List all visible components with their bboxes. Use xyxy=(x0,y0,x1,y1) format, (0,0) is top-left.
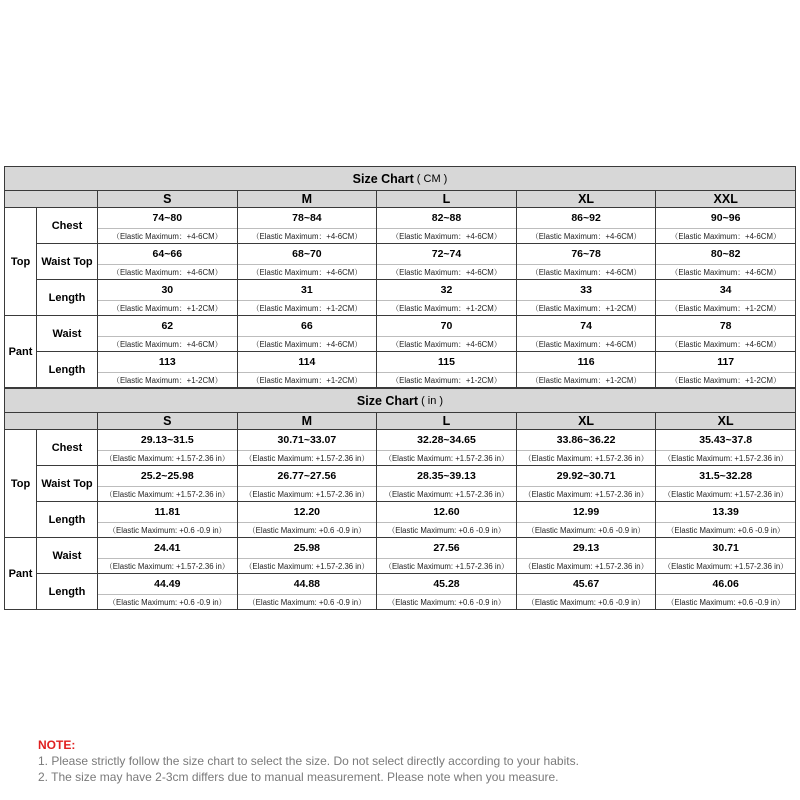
elastic-note: （Elastic Maximum: +0.6 -0.9 in） xyxy=(108,597,227,607)
elastic-note: （Elastic Maximum：+1-2CM） xyxy=(391,303,502,313)
elastic-note: （Elastic Maximum：+4-6CM） xyxy=(530,339,642,349)
elastic-note: （Elastic Maximum：+4-6CM） xyxy=(670,339,781,349)
row-cells xyxy=(98,466,795,501)
measurement-cell xyxy=(98,208,238,243)
table-row xyxy=(37,574,795,609)
group-label: Pant xyxy=(5,538,37,609)
measurement-cell xyxy=(238,430,378,465)
measurement-cell xyxy=(238,466,378,501)
size-header-m: M xyxy=(238,191,378,207)
row-label: Chest xyxy=(37,208,98,243)
elastic-note: （Elastic Maximum: +0.6 -0.9 in） xyxy=(247,525,366,535)
measurement-value: 27.56 xyxy=(377,538,516,559)
group-rows xyxy=(37,316,795,387)
elastic-note: （Elastic Maximum: +0.6 -0.9 in） xyxy=(666,597,785,607)
measurement-cell xyxy=(98,502,238,537)
elastic-note: （Elastic Maximum：+1-2CM） xyxy=(251,375,363,385)
row-cells xyxy=(98,574,795,609)
elastic-note: （Elastic Maximum：+4-6CM） xyxy=(530,231,642,241)
elastic-note: （Elastic Maximum：+1-2CM） xyxy=(670,375,781,385)
row-label: Length xyxy=(37,502,98,537)
chart-unit: ( CM ) xyxy=(416,172,448,185)
size-header-s: S xyxy=(98,191,238,207)
measurement-value: 64~66 xyxy=(98,244,237,265)
measurement-value: 74 xyxy=(517,316,656,337)
size-header-row xyxy=(5,191,795,208)
row-label: Waist xyxy=(37,538,98,573)
table-row xyxy=(37,208,795,244)
elastic-note: （Elastic Maximum: +0.6 -0.9 in） xyxy=(666,525,785,535)
elastic-note: （Elastic Maximum：+1-2CM） xyxy=(530,303,642,313)
chart-title-bar xyxy=(5,389,795,413)
row-cells xyxy=(98,208,795,243)
elastic-note: （Elastic Maximum: +1.57-2.36 in） xyxy=(384,453,509,463)
size-header-cells xyxy=(98,413,795,429)
elastic-note: （Elastic Maximum：+1-2CM） xyxy=(251,303,363,313)
elastic-note: （Elastic Maximum: +1.57-2.36 in） xyxy=(523,489,649,499)
measurement-value: 62 xyxy=(98,316,237,337)
group-label: Top xyxy=(5,430,37,537)
size-header-cells xyxy=(98,191,795,207)
measurement-cell xyxy=(377,352,517,387)
table-row xyxy=(37,502,795,537)
header-corner xyxy=(5,191,98,207)
measurement-value: 66 xyxy=(238,316,377,337)
elastic-note: （Elastic Maximum: +1.57-2.36 in） xyxy=(663,453,788,463)
table-row xyxy=(37,280,795,315)
notes-title: NOTE: xyxy=(38,738,76,752)
elastic-note: （Elastic Maximum: +0.6 -0.9 in） xyxy=(387,597,506,607)
elastic-note: （Elastic Maximum: +0.6 -0.9 in） xyxy=(527,597,646,607)
header-corner xyxy=(5,413,98,429)
elastic-note: （Elastic Maximum：+4-6CM） xyxy=(391,231,502,241)
measurement-cell xyxy=(656,538,795,573)
measurement-cell xyxy=(517,466,657,501)
measurement-value: 44.88 xyxy=(238,574,377,595)
row-cells xyxy=(98,538,795,573)
elastic-note: （Elastic Maximum：+4-6CM） xyxy=(530,267,642,277)
elastic-note: （Elastic Maximum：+4-6CM） xyxy=(670,267,781,277)
row-label: Length xyxy=(37,574,98,609)
measurement-value: 35.43~37.8 xyxy=(656,430,795,451)
group-label: Top xyxy=(5,208,37,315)
row-cells xyxy=(98,352,795,387)
elastic-note: （Elastic Maximum：+4-6CM） xyxy=(112,339,223,349)
measurement-cell xyxy=(98,316,238,351)
group-top xyxy=(5,430,795,538)
size-header-xl: XL xyxy=(656,413,795,429)
table-row xyxy=(37,538,795,574)
note-line-1: 1. Please strictly follow the size chart to select the size. Do not select directly according to your habits. xyxy=(38,754,579,768)
measurement-cell xyxy=(98,538,238,573)
row-label: Length xyxy=(37,352,98,387)
row-cells xyxy=(98,316,795,351)
elastic-note: （Elastic Maximum: +1.57-2.36 in） xyxy=(105,561,230,571)
measurement-cell xyxy=(656,574,795,609)
measurement-cell xyxy=(377,502,517,537)
elastic-note: （Elastic Maximum：+4-6CM） xyxy=(251,267,363,277)
elastic-note: （Elastic Maximum: +0.6 -0.9 in） xyxy=(247,597,366,607)
measurement-value: 29.13~31.5 xyxy=(98,430,237,451)
elastic-note: （Elastic Maximum：+1-2CM） xyxy=(391,375,502,385)
elastic-note: （Elastic Maximum：+1-2CM） xyxy=(112,375,223,385)
measurement-cell xyxy=(98,466,238,501)
size-header-row xyxy=(5,413,795,430)
measurement-cell xyxy=(517,502,657,537)
measurement-value: 34 xyxy=(656,280,795,301)
elastic-note: （Elastic Maximum：+4-6CM） xyxy=(391,339,502,349)
measurement-cell xyxy=(238,352,378,387)
measurement-cell xyxy=(656,244,795,279)
measurement-value: 28.35~39.13 xyxy=(377,466,516,487)
elastic-note: （Elastic Maximum: +1.57-2.36 in） xyxy=(244,453,370,463)
measurement-cell xyxy=(517,352,657,387)
measurement-cell xyxy=(517,574,657,609)
measurement-cell xyxy=(656,430,795,465)
measurement-cell xyxy=(517,244,657,279)
measurement-cell xyxy=(238,538,378,573)
measurement-value: 72~74 xyxy=(377,244,516,265)
row-label: Waist Top xyxy=(37,244,98,279)
group-rows xyxy=(37,430,795,537)
measurement-cell xyxy=(377,316,517,351)
row-label: Waist xyxy=(37,316,98,351)
row-cells xyxy=(98,280,795,315)
row-label: Waist Top xyxy=(37,466,98,501)
elastic-note: （Elastic Maximum: +0.6 -0.9 in） xyxy=(108,525,227,535)
measurement-cell xyxy=(98,244,238,279)
measurement-cell xyxy=(238,502,378,537)
measurement-value: 12.60 xyxy=(377,502,516,523)
elastic-note: （Elastic Maximum：+4-6CM） xyxy=(251,339,363,349)
measurement-cell xyxy=(517,430,657,465)
elastic-note: （Elastic Maximum: +1.57-2.36 in） xyxy=(523,561,649,571)
elastic-note: （Elastic Maximum：+1-2CM） xyxy=(112,303,223,313)
row-label: Length xyxy=(37,280,98,315)
chart-title: Size Chart xyxy=(352,171,414,186)
measurement-value: 78 xyxy=(656,316,795,337)
chart-unit: ( in ) xyxy=(421,394,444,407)
elastic-note: （Elastic Maximum：+1-2CM） xyxy=(530,375,642,385)
group-rows xyxy=(37,538,795,609)
measurement-value: 44.49 xyxy=(98,574,237,595)
size-chart-cm xyxy=(4,166,796,388)
measurement-value: 90~96 xyxy=(656,208,795,229)
table-row xyxy=(37,316,795,352)
measurement-cell xyxy=(98,280,238,315)
measurement-value: 30 xyxy=(98,280,237,301)
elastic-note: （Elastic Maximum: +1.57-2.36 in） xyxy=(384,489,509,499)
size-header-m: M xyxy=(238,413,378,429)
measurement-cell xyxy=(517,538,657,573)
elastic-note: （Elastic Maximum：+4-6CM） xyxy=(112,231,223,241)
measurement-cell xyxy=(377,244,517,279)
measurement-value: 68~70 xyxy=(238,244,377,265)
measurement-cell xyxy=(238,574,378,609)
measurement-value: 114 xyxy=(238,352,377,373)
size-header-xxl: XXL xyxy=(656,191,795,207)
elastic-note: （Elastic Maximum：+4-6CM） xyxy=(391,267,502,277)
table-row xyxy=(37,352,795,387)
chart-title: Size Chart xyxy=(356,393,419,408)
measurement-cell xyxy=(238,244,378,279)
measurement-value: 46.06 xyxy=(656,574,795,595)
measurement-value: 24.41 xyxy=(98,538,237,559)
measurement-value: 30.71~33.07 xyxy=(238,430,377,451)
measurement-value: 116 xyxy=(517,352,656,373)
measurement-value: 117 xyxy=(656,352,795,373)
measurement-cell xyxy=(377,430,517,465)
measurement-value: 82~88 xyxy=(377,208,516,229)
size-header-l: L xyxy=(377,191,517,207)
measurement-cell xyxy=(656,280,795,315)
measurement-cell xyxy=(377,466,517,501)
elastic-note: （Elastic Maximum：+4-6CM） xyxy=(670,231,781,241)
measurement-cell xyxy=(656,502,795,537)
measurement-value: 31.5~32.28 xyxy=(656,466,795,487)
elastic-note: （Elastic Maximum: +1.57-2.36 in） xyxy=(244,561,370,571)
measurement-value: 12.20 xyxy=(238,502,377,523)
chart-title-bar xyxy=(5,167,795,191)
measurement-value: 115 xyxy=(377,352,516,373)
measurement-value: 26.77~27.56 xyxy=(238,466,377,487)
measurement-value: 29.13 xyxy=(517,538,656,559)
measurement-value: 45.67 xyxy=(517,574,656,595)
measurement-value: 32.28~34.65 xyxy=(377,430,516,451)
elastic-note: （Elastic Maximum：+4-6CM） xyxy=(251,231,363,241)
elastic-note: （Elastic Maximum: +1.57-2.36 in） xyxy=(105,489,230,499)
measurement-cell xyxy=(656,208,795,243)
table-row xyxy=(37,466,795,502)
row-label: Chest xyxy=(37,430,98,465)
measurement-value: 76~78 xyxy=(517,244,656,265)
elastic-note: （Elastic Maximum: +1.57-2.36 in） xyxy=(663,489,788,499)
measurement-value: 32 xyxy=(377,280,516,301)
row-cells xyxy=(98,430,795,465)
elastic-note: （Elastic Maximum: +1.57-2.36 in） xyxy=(663,561,788,571)
measurement-cell xyxy=(517,280,657,315)
measurement-cell xyxy=(656,352,795,387)
group-rows xyxy=(37,208,795,315)
table-row xyxy=(37,430,795,466)
measurement-cell xyxy=(377,574,517,609)
measurement-value: 80~82 xyxy=(656,244,795,265)
measurement-value: 29.92~30.71 xyxy=(517,466,656,487)
measurement-cell xyxy=(377,208,517,243)
measurement-value: 31 xyxy=(238,280,377,301)
measurement-value: 33 xyxy=(517,280,656,301)
measurement-value: 25.2~25.98 xyxy=(98,466,237,487)
measurement-cell xyxy=(656,466,795,501)
elastic-note: （Elastic Maximum：+1-2CM） xyxy=(670,303,781,313)
measurement-cell xyxy=(98,430,238,465)
measurement-cell xyxy=(517,208,657,243)
group-pant xyxy=(5,538,795,609)
size-chart-in xyxy=(4,388,796,610)
elastic-note: （Elastic Maximum: +1.57-2.36 in） xyxy=(244,489,370,499)
measurement-value: 74~80 xyxy=(98,208,237,229)
measurement-cell xyxy=(377,280,517,315)
measurement-value: 113 xyxy=(98,352,237,373)
measurement-value: 45.28 xyxy=(377,574,516,595)
measurement-cell xyxy=(656,316,795,351)
elastic-note: （Elastic Maximum: +0.6 -0.9 in） xyxy=(527,525,646,535)
measurement-value: 12.99 xyxy=(517,502,656,523)
size-header-l: L xyxy=(377,413,517,429)
measurement-value: 11.81 xyxy=(98,502,237,523)
measurement-value: 86~92 xyxy=(517,208,656,229)
elastic-note: （Elastic Maximum: +1.57-2.36 in） xyxy=(384,561,509,571)
measurement-value: 33.86~36.22 xyxy=(517,430,656,451)
notes-section xyxy=(38,737,579,785)
size-header-xl: XL xyxy=(517,191,657,207)
elastic-note: （Elastic Maximum: +1.57-2.36 in） xyxy=(105,453,230,463)
size-header-s: S xyxy=(98,413,238,429)
measurement-cell xyxy=(238,316,378,351)
size-header-xl: XL xyxy=(517,413,657,429)
measurement-value: 78~84 xyxy=(238,208,377,229)
measurement-cell xyxy=(98,574,238,609)
note-line-2: 2. The size may have 2-3cm differs due to manual measurement. Please note when you measure. xyxy=(38,770,559,784)
row-cells xyxy=(98,502,795,537)
group-pant xyxy=(5,316,795,387)
group-top xyxy=(5,208,795,316)
measurement-value: 25.98 xyxy=(238,538,377,559)
measurement-cell xyxy=(238,280,378,315)
measurement-value: 30.71 xyxy=(656,538,795,559)
elastic-note: （Elastic Maximum：+4-6CM） xyxy=(112,267,223,277)
elastic-note: （Elastic Maximum: +1.57-2.36 in） xyxy=(523,453,649,463)
measurement-cell xyxy=(238,208,378,243)
table-row xyxy=(37,244,795,280)
measurement-cell xyxy=(377,538,517,573)
group-label: Pant xyxy=(5,316,37,387)
row-cells xyxy=(98,244,795,279)
measurement-value: 70 xyxy=(377,316,516,337)
measurement-value: 13.39 xyxy=(656,502,795,523)
elastic-note: （Elastic Maximum: +0.6 -0.9 in） xyxy=(387,525,506,535)
measurement-cell xyxy=(98,352,238,387)
measurement-cell xyxy=(517,316,657,351)
